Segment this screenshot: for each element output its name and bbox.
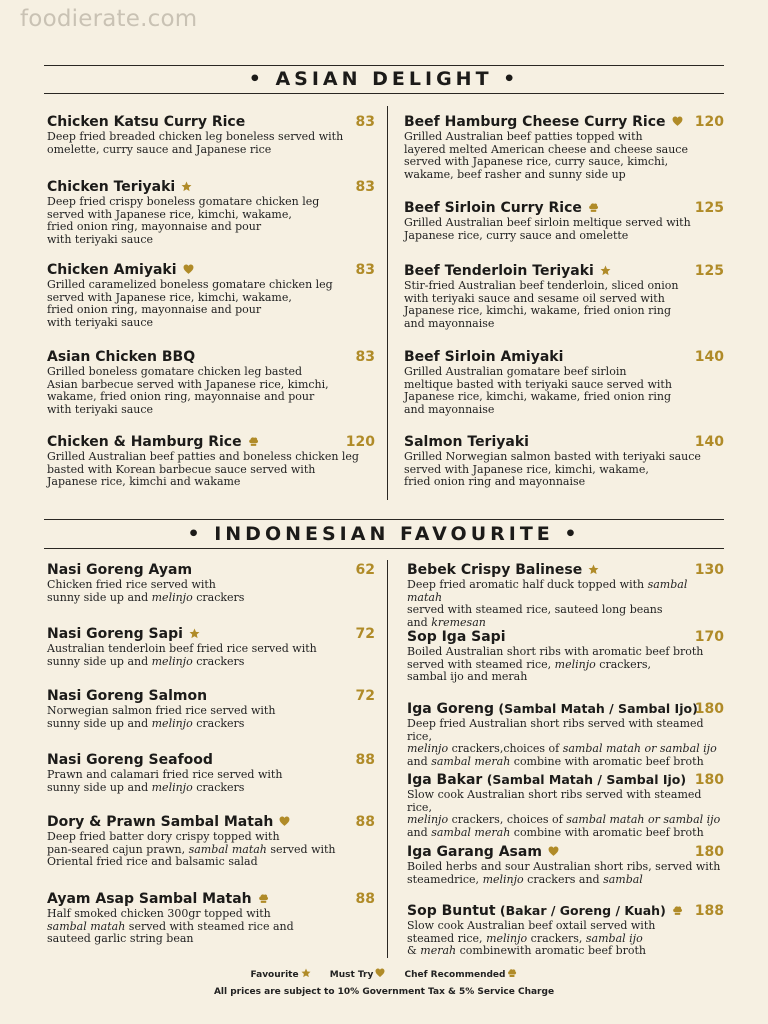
item-desc-line: basted with Korean barbecue sauce served with — [47, 462, 316, 476]
item-description — [404, 131, 724, 181]
item-desc-line: with teriyaki sauce — [47, 402, 154, 416]
item-desc-line: melinjo crackers,choices of sambal matah or sambal ijo — [407, 742, 717, 756]
item-desc-line: fried onion ring, mayonnaise and pour — [47, 220, 262, 234]
item-desc-line: served with steamed rice, sauteed long beans — [407, 603, 663, 617]
item-description — [407, 646, 724, 684]
item-desc-line: Boiled Australian short ribs with aromatic beef broth — [407, 645, 704, 658]
item-description — [407, 789, 724, 839]
star-icon — [181, 180, 192, 191]
item-description — [407, 579, 724, 629]
item-name: Chicken Katsu Curry Rice — [47, 114, 246, 130]
item-desc-line: and kremesan — [407, 615, 486, 629]
menu-item — [407, 903, 724, 958]
item-description — [407, 861, 724, 886]
italic-term: melinjo — [554, 657, 596, 671]
item-desc-line: Asian barbecue served with Japanese rice, kimchi, — [47, 377, 329, 391]
item-desc-line: Grilled boneless gomatare chicken leg basted — [47, 365, 303, 378]
item-price: 72 — [355, 626, 375, 642]
item-desc-line: omelette, curry sauce and Japanese rice — [47, 142, 272, 156]
item-desc-line: meltique basted with teriyaki sauce served with — [404, 377, 672, 391]
item-desc-line: Japanese rice, kimchi and wakame — [47, 475, 241, 489]
item-description — [407, 718, 724, 768]
item-name: Chicken & Hamburg Rice — [47, 434, 375, 450]
item-description — [404, 280, 724, 330]
menu-item — [47, 179, 375, 246]
item-desc-line: sunny side up and melinjo crackers — [47, 654, 245, 668]
menu-item — [47, 891, 375, 946]
section-title-indo: • INDONESIAN FAVOURITE • — [187, 523, 581, 545]
menu-item — [47, 262, 375, 329]
item-description — [47, 769, 375, 794]
legend-favourite: Favourite — [251, 970, 311, 980]
mid-rule — [44, 519, 724, 520]
item-price: 188 — [694, 903, 724, 919]
heart-icon — [375, 968, 385, 978]
item-description — [404, 366, 724, 416]
item-description — [47, 196, 375, 246]
menu-item — [404, 434, 724, 489]
item-description — [47, 366, 375, 416]
italic-term: melinjo — [151, 590, 193, 604]
item-name: Nasi Goreng Sapi — [47, 626, 375, 642]
item-desc-line: layered melted American cheese and cheese sauce — [404, 142, 688, 156]
item-variant: (Bakar / Goreng / Kuah) — [495, 903, 666, 918]
item-desc-line: Deep fried batter dory crispy topped with — [47, 830, 280, 843]
item-name: Iga Garang Asam — [407, 844, 724, 860]
item-name: Nasi Goreng Seafood — [47, 752, 213, 768]
item-price: 83 — [355, 262, 375, 278]
item-desc-line: served with steamed rice, melinjo crackers, — [407, 657, 651, 671]
item-desc-line: Deep fried aromatic half duck topped with sambal matah — [407, 578, 688, 604]
menu-item — [47, 434, 375, 489]
menu-item — [407, 844, 724, 886]
menu-item — [407, 629, 724, 684]
item-desc-line: fried onion ring and mayonnaise — [404, 475, 586, 489]
item-name: Asian Chicken BBQ — [47, 349, 196, 365]
item-price: 140 — [694, 434, 724, 450]
item-name: Ayam Asap Sambal Matah — [47, 891, 375, 907]
item-name: Sop Buntut (Bakar / Goreng / Kuah) — [407, 903, 724, 919]
item-name: Nasi Goreng Ayam — [47, 562, 193, 578]
item-desc-line: & merah combinewith aromatic beef broth — [407, 944, 647, 958]
item-name: Chicken Teriyaki — [47, 179, 375, 195]
item-desc-line: served with Japanese rice, curry sauce, kimchi, — [404, 155, 669, 169]
menu-item — [47, 814, 375, 869]
item-name: Beef Sirloin Curry Rice — [404, 200, 724, 216]
item-desc-line: sambal matah served with steamed rice and — [47, 919, 294, 933]
legend — [0, 968, 768, 980]
item-description — [47, 643, 375, 668]
item-price: 180 — [694, 772, 724, 788]
watermark: foodierate.com — [20, 6, 198, 32]
item-desc-line: steamed rice, melinjo crackers, sambal ijo — [407, 931, 643, 945]
top-rule — [44, 65, 724, 66]
chef-hat-icon — [258, 892, 269, 903]
item-description — [407, 920, 724, 958]
item-desc-line: and sambal merah combine with aromatic beef broth — [407, 825, 704, 839]
item-price: 180 — [694, 701, 724, 717]
menu-item — [407, 701, 724, 768]
item-desc-line: sauteed garlic string bean — [47, 932, 194, 946]
heart-icon — [548, 845, 559, 856]
italic-term: melinjo — [407, 813, 449, 827]
item-desc-line: Grilled Norwegian salmon basted with teriyaki sauce — [404, 450, 701, 463]
italic-term: sambal matah or sambal ijo — [562, 742, 717, 756]
item-desc-line: served with Japanese rice, kimchi, wakame, — [47, 290, 292, 304]
item-desc-line: served with Japanese rice, kimchi, wakame, — [47, 207, 292, 221]
italic-term: melinjo — [151, 780, 193, 794]
italic-term: sambal matah — [47, 919, 126, 933]
item-desc-line: and sambal merah combine with aromatic beef broth — [407, 754, 704, 768]
item-price: 88 — [355, 814, 375, 830]
item-desc-line: Japanese rice, kimchi, wakame, fried onion ring — [404, 390, 671, 404]
item-desc-line: Boiled herbs and sour Australian short ribs, served with — [407, 860, 721, 873]
item-desc-line: Grilled Australian beef patties topped with — [404, 130, 643, 143]
legend-must-try: Must Try — [330, 970, 386, 980]
item-price: 125 — [694, 200, 724, 216]
item-price: 88 — [355, 752, 375, 768]
item-variant: (Sambal Matah / Sambal Ijo) — [494, 701, 698, 716]
item-desc-line: with teriyaki sauce — [47, 315, 154, 329]
item-desc-line: steamedrice, melinjo crackers and sambal — [407, 872, 643, 886]
item-desc-line: Deep fried crispy boneless gomatare chicken leg — [47, 195, 320, 208]
item-price: 62 — [355, 562, 375, 578]
item-description — [47, 279, 375, 329]
item-name: Nasi Goreng Salmon — [47, 688, 208, 704]
item-desc-line: Australian tenderloin beef fried rice served with — [47, 642, 317, 655]
column-divider-asian — [387, 106, 388, 500]
column-divider-indo — [387, 560, 388, 958]
menu-item — [404, 114, 724, 181]
heart-icon — [672, 115, 683, 126]
item-desc-line: wakame, beef rasher and sunny side up — [404, 167, 626, 181]
item-desc-line: melinjo crackers, choices of sambal matah or sambal ijo — [407, 813, 721, 827]
menu-item — [47, 752, 375, 794]
italic-term: melinjo — [407, 742, 449, 756]
item-name: Beef Hamburg Cheese Curry Rice — [404, 114, 724, 130]
item-desc-line: sunny side up and melinjo crackers — [47, 716, 245, 730]
item-desc-line: Norwegian salmon fried rice served with — [47, 704, 276, 717]
italic-term: sambal — [603, 872, 643, 886]
item-name: Chicken Amiyaki — [47, 262, 375, 278]
item-name: Iga Bakar (Sambal Matah / Sambal Ijo) — [407, 772, 687, 788]
italic-term: melinjo — [151, 716, 193, 730]
legend-chef: Chef Recommended — [405, 970, 518, 980]
item-desc-line: Prawn and calamari fried rice served with — [47, 768, 283, 781]
italic-term: merah — [420, 944, 457, 958]
italic-term: sambal matah — [407, 578, 688, 604]
item-desc-line: Grilled Australian gomatare beef sirloin — [404, 365, 627, 378]
item-price: 83 — [355, 179, 375, 195]
italic-term: sambal matah or sambal ijo — [566, 813, 721, 827]
menu-item — [47, 114, 375, 156]
italic-term: melinjo — [482, 872, 524, 886]
mid-rule-2 — [44, 548, 724, 549]
item-price: 125 — [694, 263, 724, 279]
menu-item — [407, 772, 724, 839]
italic-term: sambal merah — [431, 825, 511, 839]
item-desc-line: served with Japanese rice, kimchi, wakame, — [404, 462, 649, 476]
item-price: 180 — [694, 844, 724, 860]
item-name: Bebek Crispy Balinese — [407, 562, 724, 578]
star-icon — [600, 264, 611, 275]
item-description — [47, 831, 375, 869]
item-price: 120 — [694, 114, 724, 130]
item-description — [47, 908, 375, 946]
heart-icon — [183, 263, 194, 274]
item-price: 88 — [355, 891, 375, 907]
item-desc-line: sunny side up and melinjo crackers — [47, 590, 245, 604]
item-description — [404, 217, 724, 242]
menu-item — [47, 626, 375, 668]
item-name: Sop Iga Sapi — [407, 629, 506, 645]
chef-hat-icon — [507, 968, 517, 978]
item-desc-line: Slow cook Australian short ribs served with steamed rice, — [407, 788, 702, 814]
menu-item — [47, 562, 375, 604]
item-desc-line: and mayonnaise — [404, 316, 495, 330]
star-icon — [189, 627, 200, 638]
item-description — [47, 451, 375, 489]
heart-icon — [279, 815, 290, 826]
item-name: Iga Goreng (Sambal Matah / Sambal Ijo) — [407, 701, 698, 717]
item-name: Salmon Teriyaki — [404, 434, 529, 450]
italic-term: kremesan — [431, 615, 486, 629]
item-description — [47, 705, 375, 730]
item-price: 72 — [355, 688, 375, 704]
item-desc-line: Japanese rice, kimchi, wakame, fried onion ring — [404, 304, 671, 318]
item-desc-line: Chicken fried rice served with — [47, 578, 216, 591]
item-desc-line: Deep fried Australian short ribs served with steamed rice, — [407, 717, 704, 743]
item-desc-line: with teriyaki sauce and sesame oil served with — [404, 291, 665, 305]
item-desc-line: Grilled Australian beef sirloin meltique served with — [404, 216, 691, 229]
section-title-asian: • ASIAN DELIGHT • — [248, 68, 520, 90]
menu-item — [404, 349, 724, 416]
italic-term: sambal merah — [431, 754, 511, 768]
item-description — [47, 579, 375, 604]
italic-term: sambal ijo — [585, 931, 643, 945]
item-desc-line: with teriyaki sauce — [47, 232, 154, 246]
item-desc-line: Japanese rice, curry sauce and omelette — [404, 228, 629, 242]
chef-hat-icon — [588, 201, 599, 212]
item-desc-line: fried onion ring, mayonnaise and pour — [47, 303, 262, 317]
star-icon — [301, 968, 311, 978]
menu-item — [47, 688, 375, 730]
chef-hat-icon — [672, 904, 683, 915]
menu-item — [47, 349, 375, 416]
italic-term: sambal matah — [188, 842, 267, 856]
top-rule-2 — [44, 93, 724, 94]
item-desc-line: Stir-fried Australian beef tenderloin, sliced onion — [404, 279, 679, 292]
item-desc-line: Slow cook Australian beef oxtail served with — [407, 919, 656, 932]
footnote: All prices are subject to 10% Government Tax & 5% Service Charge — [213, 987, 555, 997]
item-price: 83 — [355, 114, 375, 130]
item-desc-line: and mayonnaise — [404, 402, 495, 416]
item-price: 83 — [355, 349, 375, 365]
chef-hat-icon — [248, 435, 259, 446]
item-price: 120 — [345, 434, 375, 450]
item-desc-line: Deep fried breaded chicken leg boneless served with — [47, 130, 344, 143]
item-desc-line: sambal ijo and merah — [407, 670, 528, 684]
italic-term: melinjo — [486, 931, 528, 945]
item-price: 170 — [694, 629, 724, 645]
menu-item — [407, 562, 724, 629]
item-variant: (Sambal Matah / Sambal Ijo) — [482, 772, 687, 787]
item-name: Beef Tenderloin Teriyaki — [404, 263, 724, 279]
star-icon — [588, 563, 599, 574]
item-desc-line: pan-seared cajun prawn, sambal matah served with — [47, 842, 336, 856]
menu-item — [404, 200, 724, 242]
item-desc-line: Oriental fried rice and balsamic salad — [47, 855, 258, 869]
item-price: 140 — [694, 349, 724, 365]
item-desc-line: sunny side up and melinjo crackers — [47, 780, 245, 794]
item-name: Beef Sirloin Amiyaki — [404, 349, 564, 365]
item-desc-line: Grilled caramelized boneless gomatare chicken leg — [47, 278, 333, 291]
item-desc-line: Half smoked chicken 300gr topped with — [47, 907, 271, 920]
menu-item — [404, 263, 724, 330]
italic-term: melinjo — [151, 654, 193, 668]
item-description — [47, 131, 375, 156]
item-name: Dory & Prawn Sambal Matah — [47, 814, 375, 830]
item-desc-line: Grilled Australian beef patties and boneless chicken leg — [47, 450, 359, 463]
item-desc-line: wakame, fried onion ring, mayonnaise and pour — [47, 390, 315, 404]
item-price: 130 — [694, 562, 724, 578]
item-description — [404, 451, 724, 489]
